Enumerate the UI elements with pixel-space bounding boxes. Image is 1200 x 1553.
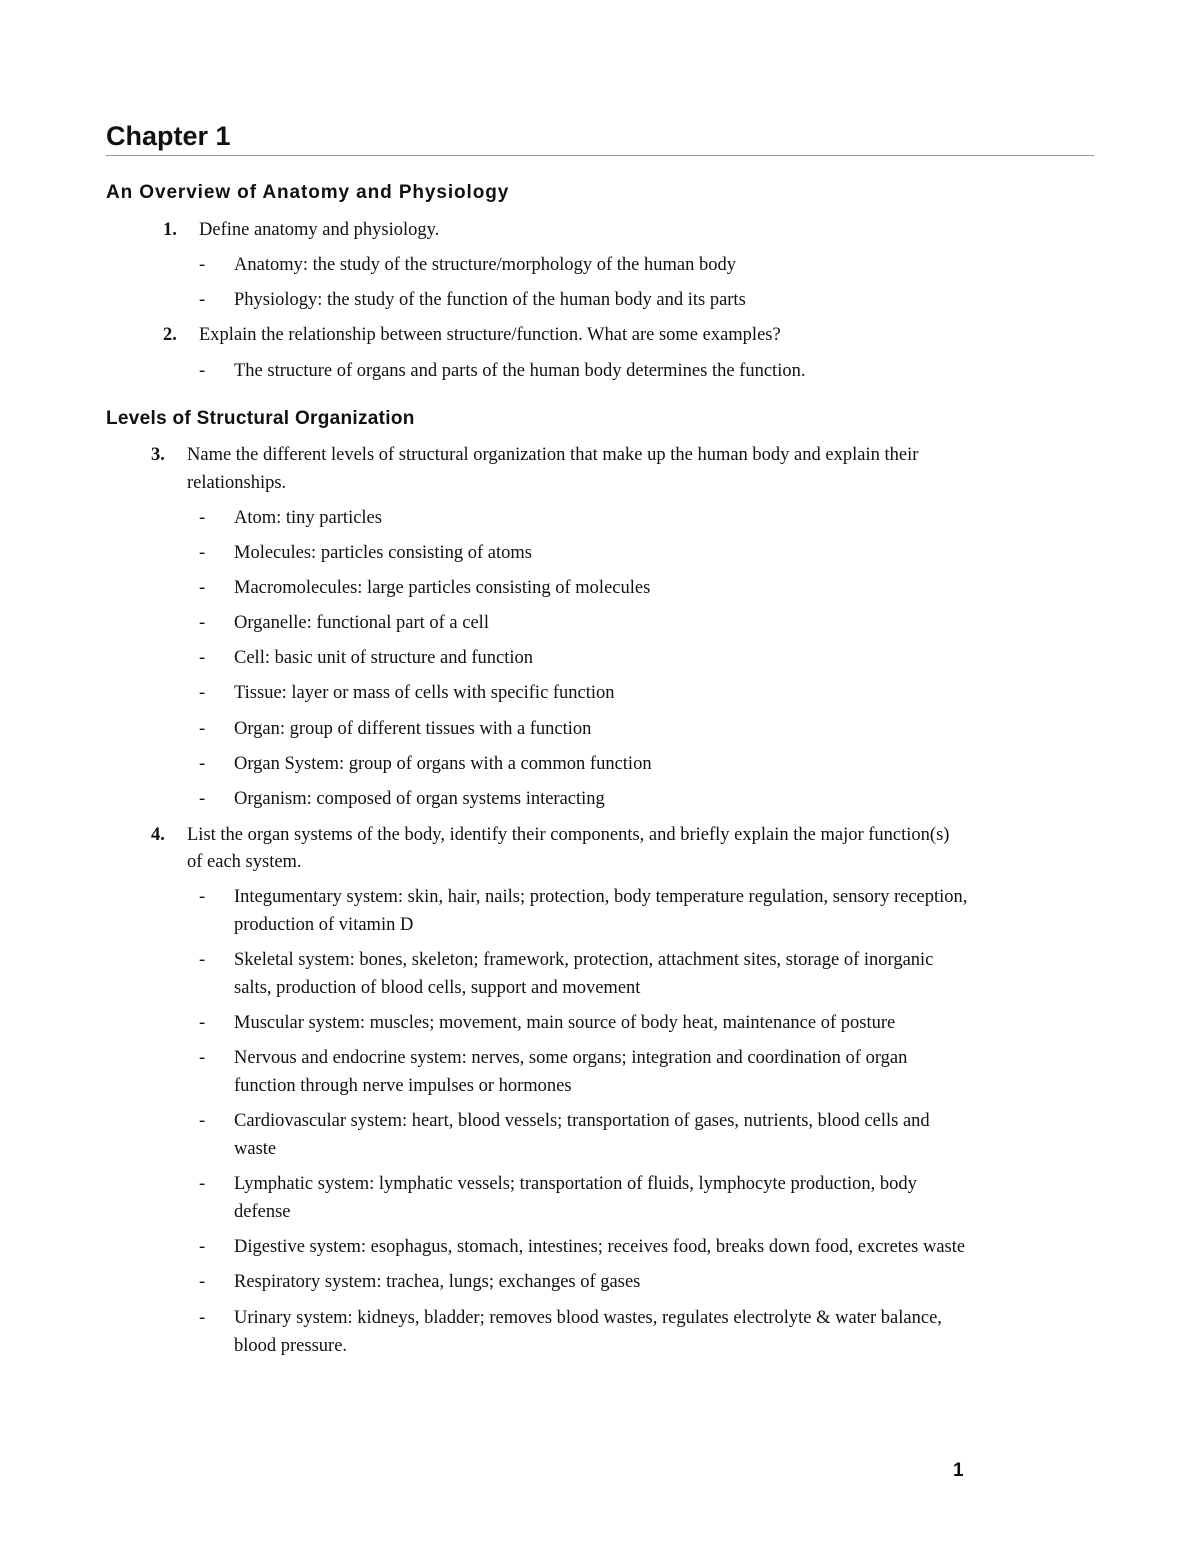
bullet-text: Organ: group of different tissues with a function [234, 719, 592, 739]
bullet-text: Organ System: group of organs with a common function [234, 754, 652, 774]
bullet-text: Atom: tiny particles [234, 508, 382, 528]
bullet-dash: - [199, 719, 206, 739]
bullet-dash: - [199, 1308, 206, 1328]
bullet-dash: - [199, 683, 206, 703]
bullet-text: waste [234, 1139, 277, 1159]
bullet-dash: - [199, 290, 206, 310]
bullet-text: Lymphatic system: lymphatic vessels; transportation of fluids, lymphocyte production, body [234, 1174, 917, 1194]
bullet-dash: - [199, 613, 206, 633]
bullet-text: Macromolecules: large particles consisting of molecules [234, 578, 651, 598]
bullet-dash: - [199, 361, 206, 381]
bullet-dash: - [199, 789, 206, 809]
bullet-text: Nervous and endocrine system: nerves, some organs; integration and coordination of organ [234, 1048, 908, 1068]
page-number: 1 [953, 1460, 964, 1481]
bullet-text: Urinary system: kidneys, bladder; removes blood wastes, regulates electrolyte & water balance, [234, 1308, 942, 1328]
bullet-text: Organelle: functional part of a cell [234, 613, 489, 633]
bullet-dash: - [199, 887, 206, 907]
bullet-dash: - [199, 1272, 206, 1292]
bullet-dash: - [199, 754, 206, 774]
bullet-dash: - [199, 508, 206, 528]
bullet-text: Skeletal system: bones, skeleton; framework, protection, attachment sites, storage of inorganic [234, 950, 934, 970]
question-text: Name the different levels of structural organization that make up the human body and explain their [187, 445, 919, 465]
bullet-dash: - [199, 543, 206, 563]
bullet-text: defense [234, 1202, 291, 1222]
question-text: Define anatomy and physiology. [199, 220, 440, 240]
section-heading-overview: An Overview of Anatomy and Physiology [106, 182, 510, 203]
bullet-text: blood pressure. [234, 1336, 348, 1356]
bullet-text: salts, production of blood cells, support and movement [234, 978, 641, 998]
question-text: Explain the relationship between structure/function. What are some examples? [199, 325, 781, 345]
bullet-dash: - [199, 578, 206, 598]
question-text: of each system. [187, 852, 302, 872]
bullet-dash: - [199, 255, 206, 275]
section-heading-levels: Levels of Structural Organization [106, 408, 415, 429]
bullet-text: Cell: basic unit of structure and function [234, 648, 534, 668]
bullet-text: production of vitamin D [234, 915, 414, 935]
bullet-text: function through nerve impulses or hormones [234, 1076, 572, 1096]
chapter-title: Chapter 1 [106, 121, 231, 151]
bullet-text: Physiology: the study of the function of the human body and its parts [234, 290, 746, 310]
bullet-text: Organism: composed of organ systems interacting [234, 789, 605, 809]
bullet-dash: - [199, 1048, 206, 1068]
bullet-text: Integumentary system: skin, hair, nails; protection, body temperature regulation, sensory reception, [234, 887, 968, 907]
bullet-dash: - [199, 1013, 206, 1033]
bullet-dash: - [199, 950, 206, 970]
bullet-text: Cardiovascular system: heart, blood vessels; transportation of gases, nutrients, blood cells and [234, 1111, 930, 1131]
title-divider [106, 155, 1094, 156]
bullet-dash: - [199, 1174, 206, 1194]
bullet-text: Respiratory system: trachea, lungs; exchanges of gases [234, 1272, 641, 1292]
bullet-text: Tissue: layer or mass of cells with specific function [234, 683, 615, 703]
question-number: 3. [151, 445, 165, 465]
bullet-text: Digestive system: esophagus, stomach, intestines; receives food, breaks down food, excretes waste [234, 1237, 966, 1257]
question-number: 2. [163, 325, 177, 345]
bullet-dash: - [199, 1111, 206, 1131]
bullet-text: Molecules: particles consisting of atoms [234, 543, 532, 563]
bullet-dash: - [199, 648, 206, 668]
question-text: List the organ systems of the body, identify their components, and briefly explain the major function(s) [187, 825, 950, 845]
bullet-text: Anatomy: the study of the structure/morphology of the human body [234, 255, 736, 275]
question-number: 1. [163, 220, 177, 240]
bullet-text: Muscular system: muscles; movement, main source of body heat, maintenance of posture [234, 1013, 896, 1033]
bullet-dash: - [199, 1237, 206, 1257]
bullet-text: The structure of organs and parts of the human body determines the function. [234, 361, 806, 381]
question-number: 4. [151, 825, 165, 845]
question-text: relationships. [187, 473, 287, 493]
